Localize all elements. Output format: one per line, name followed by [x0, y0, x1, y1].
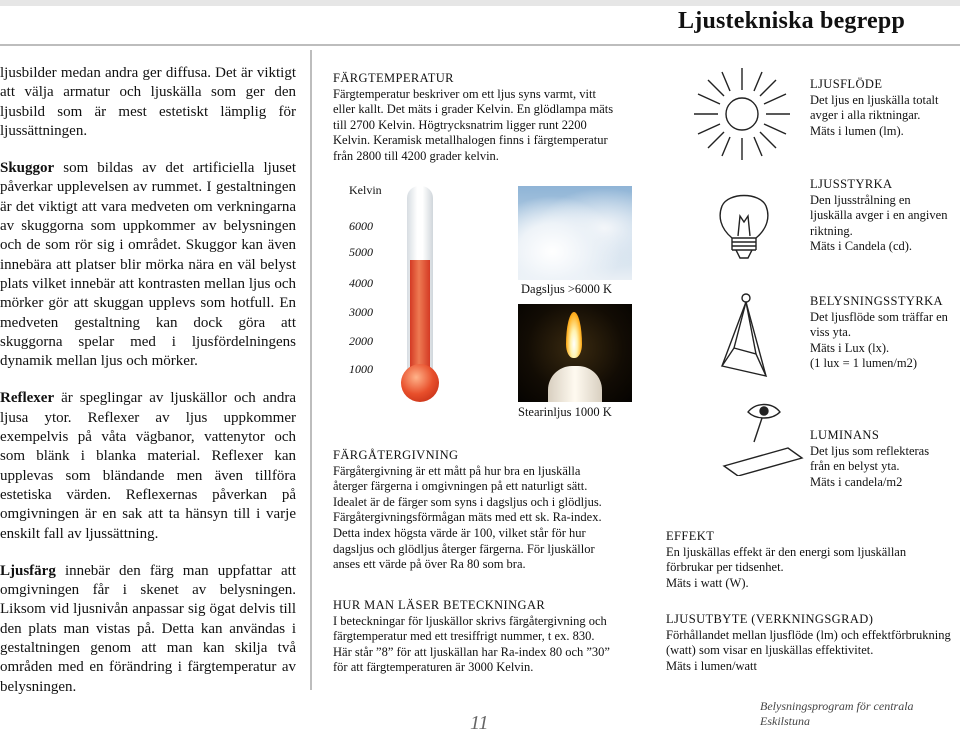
light-source-rays-icon [682, 62, 802, 162]
paragraph-skuggor: Skuggor som bildas av det artificiella ljuset påverkar upplevelsen av rummet. I gestaltningen är det viktigt att vara medveten om verkningarna av skuggorna som uppkommer av belysningen och de som rör sig i området. Skuggor kan även innebära att platser blir mörka nära en väl belyst plats vilket innebär att kontrasten mellan ljus och mörker gör att skuggan upplevs som hotfull. En medveten gestaltning kan dock göra att skuggorna spelar med i ljusfördelningens dynamik mellan ljus och mörker. [0, 160, 296, 370]
fargtemperatur-heading: FÄRGTEMPERATUR [333, 71, 454, 85]
tick-1000: 1000 [349, 362, 373, 376]
ljusflode-heading: LJUSFLÖDE [810, 77, 883, 91]
light-bulb-icon [712, 186, 776, 266]
fargtemperatur-section: FÄRGTEMPERATUR Färgtemperatur beskriver om ett ljus syns varmt, vitt eller kallt. Det mäts i grader Kelvin. En glödlampa mäts till 2700 Kelvin. Högtrycksnatrim ligger runt 2200 Kelvin. Keramisk metallhalogen finns i färgtemperatur från 2800 till 4200 grader kelvin. [333, 71, 614, 163]
tick-5000: 5000 [349, 245, 373, 259]
luminance-eye-icon [718, 396, 808, 476]
term-skuggor: Skuggor [0, 160, 55, 177]
ljusstyrka-heading: LJUSSTYRKA [810, 177, 893, 191]
page-title: Ljustekniska begrepp [678, 8, 905, 34]
daylight-caption: Dagsljus >6000 K [521, 282, 613, 296]
title-divider [0, 44, 960, 46]
candle-caption: Stearinljus 1000 K [518, 405, 612, 419]
luminans-section: LUMINANS Det ljus som reflekteras från en belyst yta. Mäts i candela/m2 [810, 428, 930, 489]
tick-3000: 3000 [349, 305, 373, 319]
belysningsstyrka-heading: BELYSNINGSSTYRKA [810, 294, 943, 308]
thermometer-bulb [401, 364, 439, 402]
page-number: 11 [470, 712, 489, 734]
daylight-sky-photo [518, 186, 632, 280]
belysningsstyrka-section: BELYSNINGSSTYRKA Det ljusflöde som träffar en viss yta. Mäts i Lux (lx). (1 lux = 1 lumen/m2) [810, 294, 948, 371]
paragraph-reflexer: Reflexer är speglingar av ljuskällor och andra ljusa ytor. Reflexer av ljus uppkommer exempelvis på våta vägbanor, vattenytor och som blänk i blanka material. Reflexer kan upplevas som bländande men även tillföra estetiska värden. Reflexernas påverkan på omgivningen är en sak att ta hänsyn till i varje enskilt fall av ljussättning. [0, 390, 296, 542]
tick-6000: 6000 [349, 219, 373, 233]
effekt-heading: EFFEKT [666, 529, 715, 543]
tick-4000: 4000 [349, 276, 373, 290]
column-divider [310, 50, 312, 690]
candle-wax [548, 366, 602, 402]
candle-photo [518, 304, 632, 402]
fargatergivning-section: FÄRGÅTERGIVNING Färgåtergivning är ett mått på hur bra en ljuskälla återger färgerna i omgivningen på ett naturligt sätt. Idealet är de färger som syns i dagsljus och i glödljus. Färgåtergivningsförmågan mäts med ett sk. Ra-index. Detta index högsta värde är 100, vilket står för hur dagsljus och glödljus återger färgerna. För ljuskällor anses ett värde på över Ra 80 som bra. [333, 448, 602, 572]
term-reflexer: Reflexer [0, 390, 55, 407]
fargatergivning-heading: FÄRGÅTERGIVNING [333, 448, 459, 462]
ljusutbyte-heading: LJUSUTBYTE (VERKNINGSGRAD) [666, 612, 874, 626]
luminans-heading: LUMINANS [810, 428, 880, 442]
ljusstyrka-section: LJUSSTYRKA Den ljusstrålning en ljuskälla avger i en angiven riktning. Mäts i Candela (cd). [810, 177, 948, 254]
kelvin-label: Kelvin [349, 183, 382, 197]
paragraph-ljusfarg: Ljusfärg innebär den färg man uppfattar att omgivningen får i skenet av belysningen. Liksom vid ljusnivån anpassar sig ögat delvis till den plats man vistas på. Detta kan användas i gestaltningen genom att man kan skilja två områden med en förändring i färgtemperatur av belysningen. [0, 562, 296, 695]
tick-2000: 2000 [349, 334, 373, 348]
illuminance-pyramid-icon [706, 286, 786, 386]
beteckningar-heading: HUR MAN LÄSER BETECKNINGAR [333, 598, 546, 612]
left-column [0, 64, 296, 715]
ljusflode-section: LJUSFLÖDE Det ljus en ljuskälla totalt avger i alla riktningar. Mäts i lumen (lm). [810, 77, 939, 138]
top-bar [0, 0, 960, 6]
candle-flame-icon [566, 312, 582, 358]
thermometer-mercury [410, 260, 430, 374]
term-ljusfarg: Ljusfärg [0, 562, 56, 579]
footer-publication-title: Belysningsprogram för centrala Eskilstuna [760, 699, 914, 728]
ljusutbyte-section: LJUSUTBYTE (VERKNINGSGRAD) Förhållandet mellan ljusflöde (lm) och effektförbrukning (watt) som visar en ljuskällas effektivitet. Mäts i lumen/watt [666, 612, 951, 673]
effekt-section: EFFEKT En ljuskällas effekt är den energi som ljuskällan förbrukar per tidsenhet. Mäts i watt (W). [666, 529, 907, 590]
paragraph-ljusbilder: ljusbilder medan andra ger diffusa. Det är viktigt att välja armatur och ljuskälla som ger den ljusbild som är mest estetiskt lämplig för ljussättningen. [0, 65, 296, 139]
beteckningar-section: HUR MAN LÄSER BETECKNINGAR I beteckningar för ljuskällor skrivs färgåtergivning och färgtemperatur med ett tresiffrigt nummer, t ex. 830. Här står ”8” för att ljuskällan har Ra-index 80 och ”30” för att färgtemperaturen är 3000 Kelvin. [333, 598, 610, 675]
